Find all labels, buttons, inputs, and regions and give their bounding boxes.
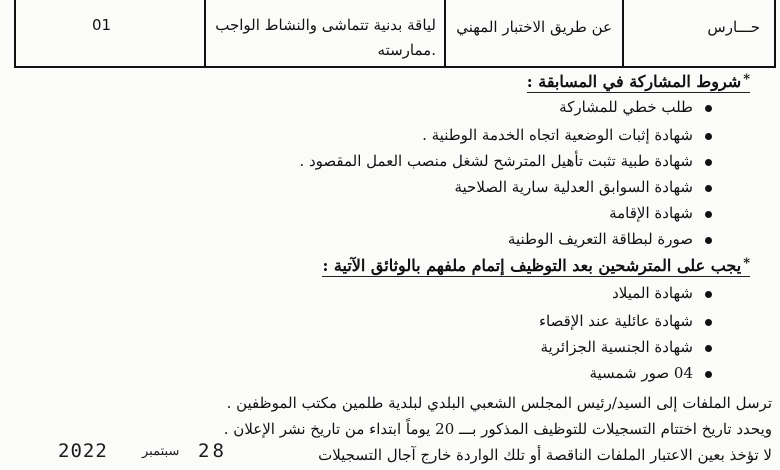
bullet-icon [705, 105, 712, 112]
list-item: صورة لبطاقة التعريف الوطنية [508, 230, 712, 248]
participation-title: شروط المشاركة في المسابقة : [526, 72, 742, 91]
stamp-day: 28 [198, 440, 227, 462]
date-stamp [58, 440, 248, 466]
footer-line-send: ترسل الملفات إلى السيد/رئيس المجلس الشعبي البلدي لبلدية طلمين مكتب الموظفين . [226, 394, 772, 412]
bullet-icon [705, 185, 712, 192]
heading-star: * [743, 256, 750, 271]
stamp-month: سبتمبر [142, 444, 180, 459]
description-line1: لياقة بدنية تتماشى والنشاط الواجب [215, 16, 436, 34]
bullet-icon [705, 319, 712, 326]
bullet-icon [705, 159, 712, 166]
list-item: شهادة طبية تثبت تأهيل المترشح لشغل منصب العمل المقصود . [299, 152, 712, 170]
after-hiring-title: يجب على المترشحين بعد التوظيف إتمام ملفهم بالوثائق الآتية : [322, 256, 742, 275]
list-item: طلب خطي للمشاركة [559, 98, 712, 116]
list-item: 04 صور شمسية [589, 364, 712, 382]
table-cell-role [622, 0, 774, 66]
positions-table [14, 0, 776, 68]
after-hiring-heading [322, 256, 750, 277]
bullet-icon [705, 237, 712, 244]
positions-count: 01 [92, 16, 112, 34]
description-line2: ممارسته. [377, 41, 436, 59]
participation-heading [527, 72, 750, 93]
bullet-icon [705, 371, 712, 378]
method-text: عن طريق الاختبار المهني [456, 18, 612, 36]
table-cell-method [444, 0, 622, 66]
footer-line-deadline: ويحدد تاريخ اختتام التسجيلات للتوظيف المذكور بـــ 20 يوماً ابتداء من تاريخ نشر الإعلان . [223, 420, 772, 438]
list-item: شهادة السوابق العدلية سارية الصلاحية [454, 178, 712, 196]
list-item: شهادة عائلية عند الإقصاء [539, 312, 712, 330]
list-item: شهادة الجنسية الجزائرية [540, 338, 712, 356]
list-item: شهادة الإقامة [609, 204, 712, 222]
list-item: شهادة إثبات الوضعية اتجاه الخدمة الوطنية . [422, 126, 712, 144]
bullet-icon [705, 211, 712, 218]
list-item: شهادة الميلاد [612, 284, 712, 302]
bullet-icon [705, 291, 712, 298]
bullet-icon [705, 133, 712, 140]
table-cell-description [204, 0, 444, 66]
footer-line-incomplete: لا تؤخذ بعين الاعتبار الملفات الناقصة أو تلك الواردة خارج آجال التسجيلات [318, 446, 772, 464]
table-cell-number [14, 0, 204, 66]
role-text: حـــارس [707, 18, 760, 36]
stamp-year: 2022 [58, 440, 108, 462]
bullet-icon [705, 345, 712, 352]
heading-star: * [743, 72, 750, 87]
